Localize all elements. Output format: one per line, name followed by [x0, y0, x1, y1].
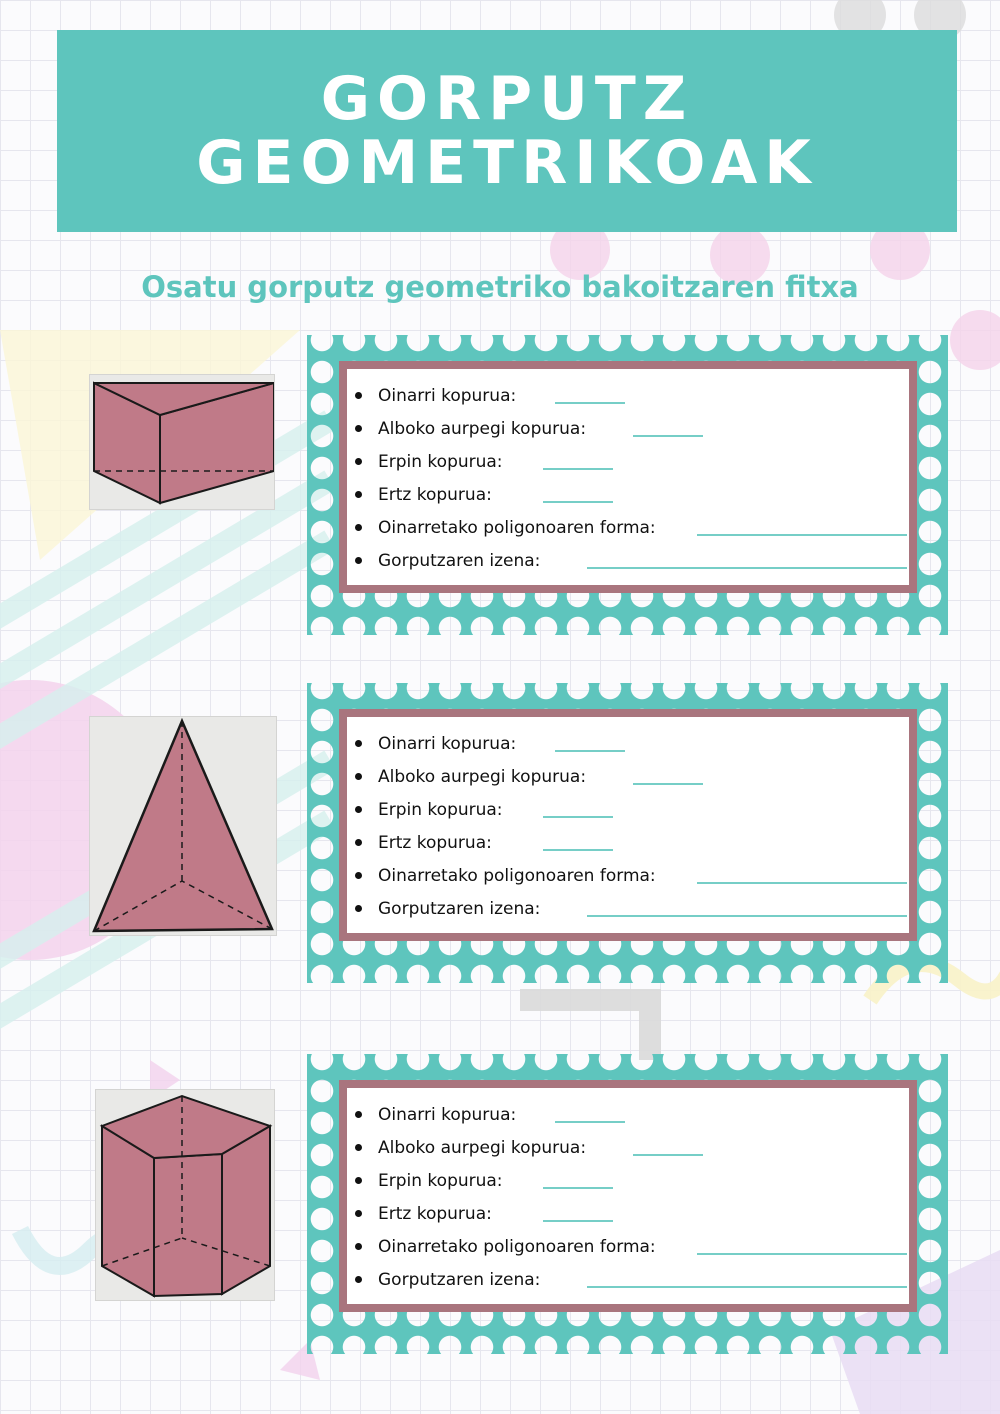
field-oinarri: Oinarri kopurua:: [355, 1098, 909, 1131]
prism-photo: [90, 375, 274, 509]
bullet-icon: [355, 392, 362, 399]
field-ertz: Ertz kopurua:: [355, 826, 909, 859]
answer-line[interactable]: [587, 567, 907, 569]
bullet-icon: [355, 872, 362, 879]
bullet-icon: [355, 1144, 362, 1151]
answer-line[interactable]: [543, 501, 613, 503]
triangular-pyramid-icon: [90, 717, 276, 935]
bullet-icon: [355, 773, 362, 780]
bullet-icon: [355, 1210, 362, 1217]
pyramid-photo: [90, 717, 276, 935]
title-banner: [57, 30, 957, 232]
field-list: [347, 369, 909, 577]
field-forma: Oinarretako poligonoaren forma:: [355, 859, 909, 892]
answer-line[interactable]: [543, 1220, 613, 1222]
field-izena: Gorputzaren izena:: [355, 544, 909, 577]
bullet-icon: [355, 458, 362, 465]
answer-line[interactable]: [543, 1187, 613, 1189]
bullet-icon: [355, 1243, 362, 1250]
pentagonal-prism-photo: [96, 1090, 274, 1300]
bullet-icon: [355, 905, 362, 912]
instructions-text: Osatu gorputz geometriko bakoitzaren fitxa: [141, 270, 859, 304]
answer-line[interactable]: [543, 468, 613, 470]
bullet-icon: [355, 806, 362, 813]
title-line-2: GEOMETRIKOAK: [196, 128, 818, 198]
bullet-icon: [355, 1177, 362, 1184]
answer-line[interactable]: [543, 849, 613, 851]
answer-line[interactable]: [555, 750, 625, 752]
answer-line[interactable]: [633, 435, 703, 437]
bullet-icon: [355, 740, 362, 747]
worksheet-card-2: [339, 709, 917, 941]
bullet-icon: [355, 425, 362, 432]
field-ertz: Ertz kopurua:: [355, 1197, 909, 1230]
field-alboko: Alboko aurpegi kopurua:: [355, 760, 909, 793]
answer-line[interactable]: [587, 915, 907, 917]
bullet-icon: [355, 1111, 362, 1118]
field-list: [347, 1088, 909, 1296]
answer-line[interactable]: [697, 882, 907, 884]
field-izena: Gorputzaren izena:: [355, 1263, 909, 1296]
field-ertz: Ertz kopurua:: [355, 478, 909, 511]
triangular-prism-icon: [90, 375, 274, 509]
field-erpin: Erpin kopurua:: [355, 445, 909, 478]
answer-line[interactable]: [543, 816, 613, 818]
answer-line[interactable]: [633, 1154, 703, 1156]
bullet-icon: [355, 1276, 362, 1283]
bullet-icon: [355, 557, 362, 564]
field-alboko: Alboko aurpegi kopurua:: [355, 1131, 909, 1164]
field-oinarri: Oinarri kopurua:: [355, 727, 909, 760]
field-izena: Gorputzaren izena:: [355, 892, 909, 925]
answer-line[interactable]: [697, 1253, 907, 1255]
field-oinarri: Oinarri kopurua:: [355, 379, 909, 412]
bullet-icon: [355, 491, 362, 498]
worksheet-card-1: [339, 361, 917, 593]
bullet-icon: [355, 524, 362, 531]
field-erpin: Erpin kopurua:: [355, 793, 909, 826]
pentagonal-prism-icon: [96, 1090, 274, 1300]
field-forma: Oinarretako poligonoaren forma:: [355, 511, 909, 544]
answer-line[interactable]: [633, 783, 703, 785]
answer-line[interactable]: [587, 1286, 907, 1288]
field-forma: Oinarretako poligonoaren forma:: [355, 1230, 909, 1263]
field-erpin: Erpin kopurua:: [355, 1164, 909, 1197]
worksheet-card-3: [339, 1080, 917, 1312]
answer-line[interactable]: [555, 402, 625, 404]
title-line-1: GORPUTZ: [320, 64, 694, 134]
answer-line[interactable]: [555, 1121, 625, 1123]
bullet-icon: [355, 839, 362, 846]
answer-line[interactable]: [697, 534, 907, 536]
field-list: [347, 717, 909, 925]
field-alboko: Alboko aurpegi kopurua:: [355, 412, 909, 445]
